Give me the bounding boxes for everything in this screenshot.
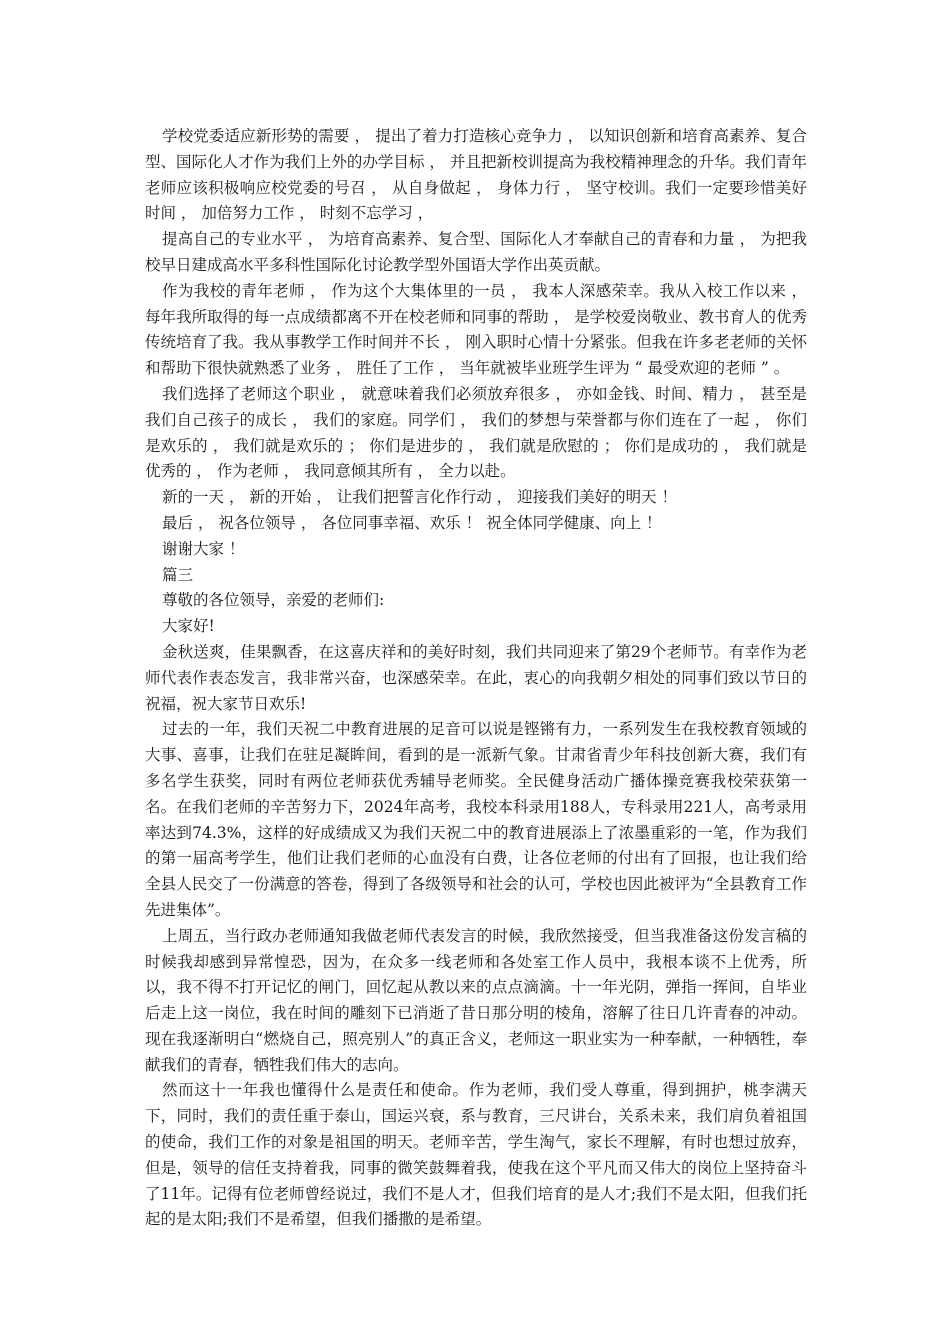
paragraph: 金秋送爽，佳果飘香，在这喜庆祥和的美好时刻，我们共同迎来了第29个老师节。有幸作为老师代表作表态发言，我非常兴奋，也深感荣幸。在此，衷心的向我朝夕相处的同事们致以节日的祝福，祝大家节日欢乐! — [145, 642, 807, 713]
paragraph: 然而这十一年我也懂得什么是责任和使命。作为老师，我们受人尊重，得到拥护，桃李满天下，同时，我们的责任重于泰山，国运兴衰，系与教育，三尺讲台，关系未来，我们肩负着祖国的使命，我们工作的对象是祖国的明天。老师辛苦，学生淘气，家长不理解，有时也想过放弃，但是，领导的信任支持着我，同事的微笑鼓舞着我，使我在这个平凡而又伟大的岗位上坚持奋斗了11年。记得有位老师曾经说过，我们不是人才，但我们培育的是人才;我们不是太阳，但我们托起的是太阳;我们不是希望，但我们播撒的是希望。 — [145, 1081, 807, 1229]
paragraph: 作为我校的青年老师 ， 作为这个大集体里的一员 ， 我本人深感荣幸。我从入校工作以来 ， 每年我所取得的每一点成绩都离不开在校老师和同事的帮助 ， 是学校爱岗敬业、教书育人的优秀传统培育了我。我从事教学工作时间并不长 ， 刚入职时心情十分紧张。但我在许多老老师的关怀和帮助下很快就熟悉了业务 ， 胜任了工作 ， 当年就被毕业班学生评为 “ 最受欢迎的老师 ” 。 — [145, 281, 807, 378]
greeting: 大家好! — [162, 617, 215, 636]
paragraph: 提高自己的专业水平 ， 为培育高素养、复合型、国际化人才奉献自己的青春和力量 ， 为把我校早日建成高水平多科性国际化讨论教学型外国语大学作出英贡献。 — [145, 230, 807, 274]
paragraph: 上周五，当行政办老师通知我做老师代表发言的时候，我欣然接受，但当我准备这份发言稿的时候我却感到异常惶恐，因为，在众多一线老师和各处室工作人员中，我根本谈不上优秀，所以，我不得不打开记忆的闸门，回忆起从教以来的点点滴滴。十一年光阴，弹指一挥间，自毕业后走上这一岗位，我在时间的雕刻下已消逝了昔日那分明的棱角，溶解了往日几许青春的冲动。现在我逐渐明白“燃烧自己，照亮别人”的真正含义，老师这一职业实为一种奉献，一种牺牲，奉献我们的青春，牺牲我们伟大的志向。 — [145, 926, 807, 1074]
paragraph: 新的一天 ， 新的开始 ， 让我们把誓言化作行动 ， 迎接我们美好的明天 ！ — [162, 488, 678, 507]
document-body — [145, 124, 807, 1233]
paragraph: 最后 ， 祝各位领导 ， 各位同事幸福、欢乐 ！ 祝全体同学健康、向上 ！ — [162, 513, 662, 532]
paragraph: 过去的一年，我们天祝二中教育进展的足音可以说是铿锵有力，一系列发生在我校教育领域的大事、喜事，让我们在驻足凝眸间，看到的是一派新气象。甘肃省青少年科技创新大赛，我们有多名学生获奖，同时有两位老师获优秀辅导老师奖。全民健身活动广播体操竞赛我校荣获第一名。在我们老师的辛苦努力下，2024年高考，我校本科录用188人，专科录用221人，高考录用率达到74.3%，这样的好成绩成又为我们天祝二中的教育进展添上了浓墨重彩的一笔，作为我们的第一届高考学生，他们让我们老师的心血没有白费，让各位老师的付出有了回报，也让我们给全县人民交了一份满意的答卷，得到了各级领导和社会的认可，学校也因此被评为“全县教育工作先进集体”。 — [145, 720, 807, 919]
paragraph: 学校党委适应新形势的需要 ， 提出了着力打造核心竞争力 ， 以知识创新和培育高素养、复合型、国际化人才作为我们上外的办学目标 ， 并且把新校训提高为我校精神理念的升华。我们青年老师应该积极响应校党委的号召 ， 从自身做起 ， 身体力行 ， 坚守校训。我们一定要珍惜美好时间 ， 加倍努力工作 ， 时刻不忘学习 ， — [145, 127, 807, 223]
section-heading: 篇三 — [162, 565, 194, 584]
paragraph: 我们选择了老师这个职业 ， 就意味着我们必须放弃很多 ， 亦如金钱、时间、精力 ， 甚至是我们自己孩子的成长 ， 我们的家庭。同学们 ， 我们的梦想与荣誉都与你们连在了一起 ， 你们是欢乐的 ， 我们就是欢乐的 ； 你们是进步的 ， 我们就是欣慰的 ； 你们是成功的 ， 我们就是优秀的 ， 作为老师 ， 我同意倾其所有 ， 全力以赴。 — [145, 384, 807, 481]
paragraph: 谢谢大家 ！ — [162, 539, 245, 558]
salutation: 尊敬的各位领导，亲爱的老师们: — [162, 591, 385, 610]
